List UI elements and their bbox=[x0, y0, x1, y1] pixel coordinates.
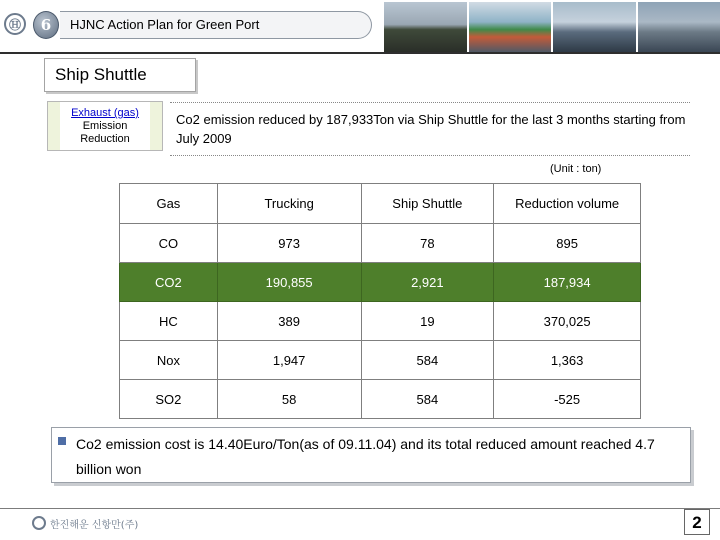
table-cell: 78 bbox=[361, 224, 494, 263]
slide-title: HJNC Action Plan for Green Port bbox=[60, 11, 372, 39]
footer-divider bbox=[0, 508, 720, 509]
ship-photo bbox=[553, 2, 636, 52]
section-title: Ship Shuttle bbox=[44, 58, 196, 92]
table-row bbox=[120, 380, 641, 419]
table-header-cell: Gas bbox=[120, 184, 218, 224]
note-text: Co2 emission cost is 14.40Euro/Ton(as of 09.11.04) and its total reduced amount reached 4.7 billion won bbox=[76, 436, 655, 477]
footer-company-name: 한진해운 신항만(주) bbox=[50, 519, 139, 531]
table-cell: -525 bbox=[494, 380, 641, 419]
table-cell: 187,934 bbox=[494, 263, 641, 302]
table-cell: 58 bbox=[217, 380, 361, 419]
header-divider bbox=[0, 52, 720, 54]
table-cell: 1,363 bbox=[494, 341, 641, 380]
table-cell: 895 bbox=[494, 224, 641, 263]
table-cell: 389 bbox=[217, 302, 361, 341]
table-cell: CO2 bbox=[120, 263, 218, 302]
exhaust-gas-link[interactable]: Exhaust (gas) bbox=[71, 107, 139, 119]
table-cell: 190,855 bbox=[217, 263, 361, 302]
table-cell: Nox bbox=[120, 341, 218, 380]
description-divider-bottom bbox=[170, 155, 690, 156]
table-row bbox=[120, 302, 641, 341]
header-photo-strip bbox=[384, 2, 720, 52]
table-header-cell: Ship Shuttle bbox=[361, 184, 494, 224]
table-cell: CO bbox=[120, 224, 218, 263]
emission-table bbox=[119, 183, 641, 419]
emission-reduction-label: Emission Reduction bbox=[80, 120, 130, 145]
table-cell: 584 bbox=[361, 341, 494, 380]
table-cell: SO2 bbox=[120, 380, 218, 419]
slide-number-badge: 6 bbox=[33, 11, 59, 39]
table-cell: 973 bbox=[217, 224, 361, 263]
table-header-cell: Trucking bbox=[217, 184, 361, 224]
table-cell: 584 bbox=[361, 380, 494, 419]
unit-label: (Unit : ton) bbox=[550, 163, 602, 175]
footer-logo bbox=[32, 514, 138, 532]
table-row-highlighted bbox=[120, 263, 641, 302]
table-row bbox=[120, 341, 641, 380]
description-divider-top bbox=[170, 102, 690, 103]
exhaust-category-box bbox=[47, 101, 163, 151]
table-row bbox=[120, 224, 641, 263]
table-header-row bbox=[120, 184, 641, 224]
emission-description: Co2 emission reduced by 187,933Ton via Ship Shuttle for the last 3 months starting from July 2009 bbox=[176, 112, 686, 146]
footer-logo-icon bbox=[32, 516, 46, 530]
table-cell: 1,947 bbox=[217, 341, 361, 380]
table-cell: 19 bbox=[361, 302, 494, 341]
container-terminal-photo bbox=[469, 2, 552, 52]
table-cell: 2,921 bbox=[361, 263, 494, 302]
page-number: 2 bbox=[684, 509, 710, 535]
bridge-photo bbox=[638, 2, 720, 52]
company-logo-icon: Ⓗ bbox=[4, 13, 26, 35]
table-cell: HC bbox=[120, 302, 218, 341]
bullet-icon bbox=[58, 437, 66, 445]
exhaust-label bbox=[60, 102, 150, 150]
port-photo bbox=[384, 2, 467, 52]
table-header-cell: Reduction volume bbox=[494, 184, 641, 224]
table-cell: 370,025 bbox=[494, 302, 641, 341]
